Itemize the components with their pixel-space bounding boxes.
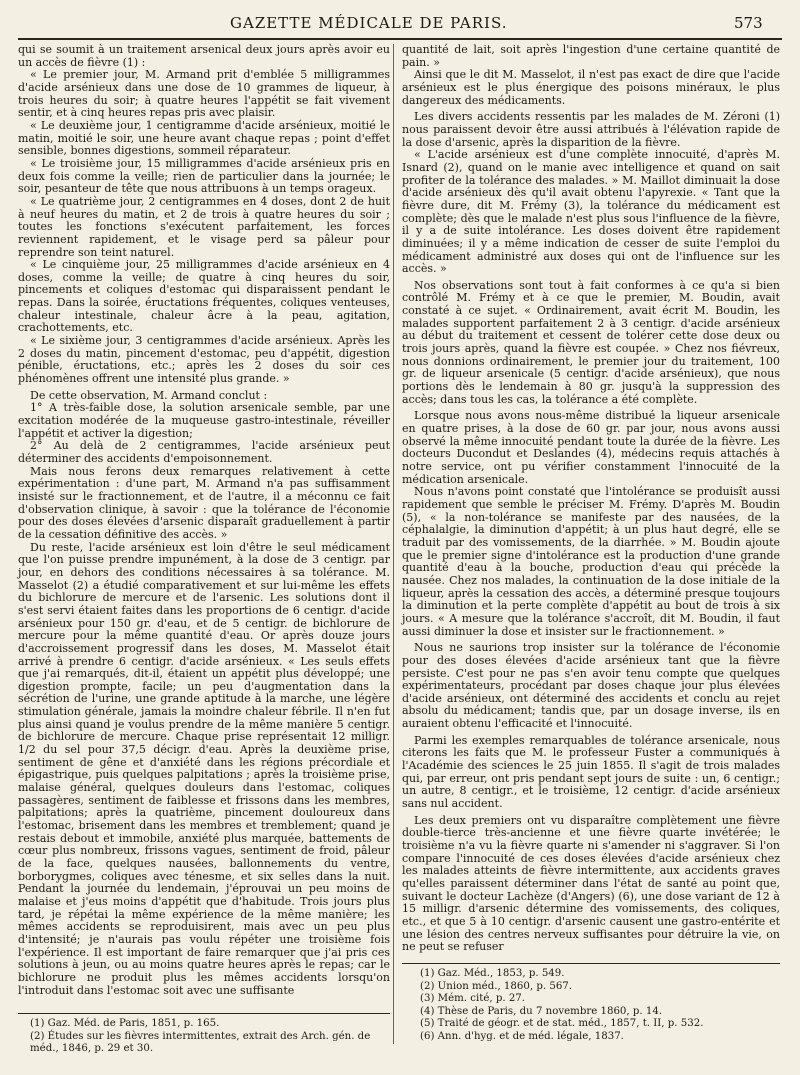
paragraph: Nos observations sont tout à fait conformes à ce qu'a si bien contrôlé M. Frémy et à ce que le premier, M. Boudin, avait constaté à ce sujet. « Ordinairement, avait écrit M. Boudin, les malades supportent parfaitement 2 à 3 centigr. d'acide arsénieux au début du traitement et cessent de tolérer cette dose deux ou trois jours après, quand la fièvre est coupée. » Chez nos fiévreux, nous donnions ordinairement, le premier jour du traitement, 100 gr. de liqueur arsenicale (5 centigr. d'acide arsénieux), que nous portions dès le lendemain à 80 gr. jusqu'à la suppression des accès; dans tous les cas, la tolérance a été complète.: [402, 278, 780, 406]
footnote: (1) Gaz. Méd., 1853, p. 549.: [420, 968, 565, 979]
paragraph: Les deux premiers ont vu disparaître complètement une fièvre double-tierce très-ancienne et une fièvre quarte invétérée; le troisième n'a vu la fièvre quarte ni s'amender ni s'aggraver. Si l'on compare l'innocuité de ces doses élevées d'acide arsénieux chez les malades atteints de fièvre intermittente, aux accidents graves qu'elles paraissent déterminer dans l'état de santé au point que, suivant le docteur Lachèze (d'Angers) (6), une dose variant de 12 à 15 milligr. d'arsenic détermine des vomissements, des coliques, etc., et que 5 à 10 centigr. d'arsenic causent une gastro-entérite et une lésion des centres nerveux suffisantes pour détruire la vie, on ne peut se refuser: [402, 813, 780, 954]
paragraph: « Le quatrième jour, 2 centigrammes en 4 doses, dont 2 de huit à neuf heures du matin, et 2 de trois à quatre heures du soir ; toutes les fonctions s'exécutent parfaitement, les forces reviennent rapidement, et le visage perd sa pâleur pour reprendre son teint naturel.: [18, 194, 390, 259]
right-column: [402, 44, 780, 954]
right-footnotes: [420, 968, 780, 1044]
footnote: (3) Mém. cité, p. 27.: [420, 993, 526, 1005]
paragraph: qui se soumit à un traitement arsenical deux jours après avoir eu un accès de fièvre (1) :: [18, 43, 390, 69]
paragraph: « Le troisième jour, 15 milligrammes d'acide arsénieux pris en deux fois comme la veille; rien de particulier dans la journée; le soir, pesanteur de tête que nous attribuons à un temps orageux.: [18, 156, 390, 196]
footnote: (1) Gaz. Méd. de Paris, 1851, p. 165.: [30, 1018, 220, 1029]
paragraph: « Le cinquième jour, 25 milligrammes d'acide arsénieux en 4 doses, comme la veille; de quatre à cinq heures du soir, pincements et coliques d'estomac qui disparaissent pendant le repas. Dans la soirée, éructations fréquentes, coliques venteuses, chaleur intestinale, chaleur âcre à la peau, agitation, crachottements, etc.: [18, 258, 390, 335]
paragraph: Mais nous ferons deux remarques relativement à cette expérimentation : d'une part, M. Armand n'a pas suffisamment insisté sur le fractionnement, et de l'autre, il a méconnu ce fait d'observation clinique, à savoir : que la tolérance de l'économie pour des doses élevées d'arsenic disparaît graduellement à partir de la cessation définitive des accès. »: [18, 464, 390, 541]
paragraph: « Le deuxième jour, 1 centigramme d'acide arsénieux, moitié le matin, moitié le soir, une heure avant chaque repas ; point d'effet sensible, bonnes digestions, sommeil réparateur.: [18, 118, 390, 158]
paragraph: quantité de lait, soit après l'ingestion d'une certaine quantité de pain. »: [402, 43, 780, 69]
header-rule: [18, 38, 782, 40]
paragraph: Ainsi que le dit M. Masselot, il n'est pas exact de dire que l'acide arsénieux est le plus énergique des poisons minéraux, le plus dangereux des médicaments.: [402, 68, 780, 107]
paragraph: 2° Au delà de 2 centigrammes, l'acide arsénieux peut déterminer des accidents d'empoisonnement.: [18, 439, 390, 465]
paragraph: 1° A très-faible dose, la solution arsenicale semble, par une excitation modérée de la muqueuse gastro-intestinale, réveiller l'appétit et activer la digestion;: [18, 401, 390, 440]
paragraph: Nous n'avons point constaté que l'intolérance se produisît aussi rapidement que semble le préciser M. Frémy. D'après M. Boudin (5), « la non-tolérance se manifeste par des nausées, de la céphalalgie, la diminution d'appétit; à un plus haut degré, elle se traduit par des vomissements, de la diarrhée. » M. Boudin ajoute que le premier signe d'intolérance est la production d'une grande quantité d'eau à la bouche, production d'eau qui précède la nausée. Chez nos malades, la continuation de la dose initiale de la liqueur, après la cessation des accès, a déterminé presque toujours la diminution et la perte complète d'appétit au bout de trois à six jours. « A mesure que la tolérance s'accroît, dit M. Boudin, il faut aussi diminuer la dose et insister sur le fractionnement. »: [402, 485, 780, 638]
paragraph: Du reste, l'acide arsénieux est loin d'être le seul médicament que l'on puisse prendre impunément, à la dose de 3 centigr. par jour, en dehors des conditions nécessaires à sa tolérance. M. Masselot (2) a étudié comparativement et sur lui-même les effets du bichlorure de mercure et de l'arsenic. Les solutions dont il s'est servi étaient faites dans les proportions de 6 centigr. d'acide arsénieux pour 150 gr. d'eau, et de 5 centigr. de bichlorure de mercure pour la même quantité d'eau. Or après douze jours d'accroissement progressif dans les doses, M. Masselot était arrivé à prendre 6 centigr. d'acide arsénieux. « Les seuls effets que j'ai remarqués, dit-il, étaient un appétit plus développé; une digestion prompte, facile; un peu d'augmentation dans la sécrétion de l'urine, une grande aptitude à la marche, une légère stimulation générale, jamais la moindre chaleur fébrile. Il n'en fut plus ainsi quand je voulus prendre de la même manière 5 centigr. de bichlorure de mercure. Chaque prise représentait 12 milligr. 1/2 du sel pour 37,5 décigr. d'eau. Après la deuxième prise, sentiment de gêne et d'anxiété dans les régions précordiale et épigastrique, puis quelques palpitations ; après la troisième prise, malaise général, quelques douleurs dans l'estomac, coliques passagères, sentiment de faiblesse et frissons dans les membres, palpitations; après la quatrième, pincement douloureux dans l'estomac, brisement dans les membres et tremblement; quand je restais debout et immobile, anxiété plus marquée, battements de cœur plus nombreux, frissons vagues, sentiment de froid, pâleur de la face, quelques nausées, ballonnements du ventre, borborygmes, coliques avec ténesme, et six selles dans la nuit. Pendant la journée du lendemain, j'éprouvai un peu moins de malaise et j'eus moins d'appétit que d'habitude. Trois jours plus tard, je répétai la même expérience de la même manière; les mêmes accidents se reproduisirent, mais avec un peu plus d'intensité; je n'aurais pas voulu répéter une troisième fois l'expérience. Il est important de faire remarquer que j'ai pris ces solutions à jeun, ou au moins quatre heures après le repas; car le bichlorure ne produit plus les mêmes accidents lorsqu'on l'introduit dans l'estomac soit avec une suffisante: [18, 540, 390, 997]
column-divider: [393, 44, 394, 1044]
journal-title: GAZETTE MÉDICALE DE PARIS.: [230, 14, 508, 32]
paragraph: « Le sixième jour, 3 centigrammes d'acide arsénieux. Après les 2 doses du matin, pincement d'estomac, peu d'appétit, digestion pénible, éructations, etc.; après les 2 doses du soir ces phénomènes offrent une intensité plus grande. »: [18, 334, 390, 386]
footnote: (5) Traité de géogr. et de stat. méd., 1857, t. II, p. 532.: [420, 1018, 704, 1030]
page-header: [0, 0, 800, 40]
paragraph: Les divers accidents ressentis par les malades de M. Zéroni (1) nous paraissent devoir être aussi attribués à l'élévation rapide de la dose d'arsenic, après la disparition de la fièvre.: [402, 110, 780, 149]
paragraph: « Le premier jour, M. Armand prit d'emblée 5 milligrammes d'acide arsénieux dans une dose de 10 grammes de liqueur, à trois heures du soir; à quatre heures l'appétit se fait vivement sentir, et à cinq heures repas pris avec plaisir.: [18, 68, 390, 120]
left-column: [18, 44, 390, 997]
page-number: 573: [734, 14, 763, 32]
footnote: (2) Études sur les fièvres intermittentes, extrait des Arch. gén. de méd., 1846, p. 29 et 30.: [30, 1030, 371, 1055]
paragraph: Parmi les exemples remarquables de tolérance arsenicale, nous citerons les faits que M. le professeur Fuster a communiqués à l'Académie des sciences le 25 juin 1855. Il s'agit de trois malades qui, par erreur, ont pris pendant sept jours de suite : un, 6 centigr.; un autre, 8 centigr., et le troisième, 12 centigr. d'acide arsénieux sans nul accident.: [402, 733, 780, 811]
left-footnotes: [30, 1018, 390, 1056]
paragraph: De cette observation, M. Armand conclut :: [30, 388, 268, 402]
footnote: (2) Union méd., 1860, p. 567.: [420, 980, 573, 992]
right-footnote-rule: [402, 963, 780, 964]
left-footnote-rule: [18, 1013, 390, 1014]
paragraph: Nous ne saurions trop insister sur la tolérance de l'économie pour des doses élevées d'acide arsénieux tant que la fièvre persiste. C'est pour ne pas s'en avoir tenu compte que quelques expérimentateurs, procédant par doses chaque jour plus élevées d'acide arsénieux, ont déterminé des accidents et conclu au rejet absolu du médicament; tandis que, par un dosage inverse, ils en auraient obtenu l'efficacité et l'innocuité.: [402, 641, 780, 731]
footnote: (6) Ann. d'hyg. et de méd. légale, 1837.: [420, 1030, 624, 1042]
footnote: (4) Thèse de Paris, du 7 novembre 1860, p. 14.: [420, 1005, 663, 1017]
paragraph: Lorsque nous avons nous-même distribué la liqueur arsenicale en quatre prises, à la dose de 60 gr. par jour, nous avons aussi observé la même innocuité pendant toute la durée de la fièvre. Les docteurs Ducondut et Deslandes (4), médecins requis attachés à notre service, ont pu vérifier constamment l'innocuité de la médication arsenicale.: [402, 409, 780, 486]
paragraph: « L'acide arsénieux est d'une complète innocuité, d'après M. Isnard (2), quand on le manie avec intelligence et quand on sait profiter de la tolérance des malades. » M. Maillot diminuait la dose d'acide arsénieux dès qu'il avait obtenu l'apyrexie. « Tant que la fièvre dure, dit M. Frémy (3), la tolérance du médicament est complète; dès que le malade n'est plus sous l'influence de la fièvre, il y a de suite intolérance. Les doses doivent être rapidement diminuées; il y a même indication de cesser de suite l'emploi du médicament administré aux doses qui ont de l'influence sur les accès. »: [402, 148, 780, 276]
